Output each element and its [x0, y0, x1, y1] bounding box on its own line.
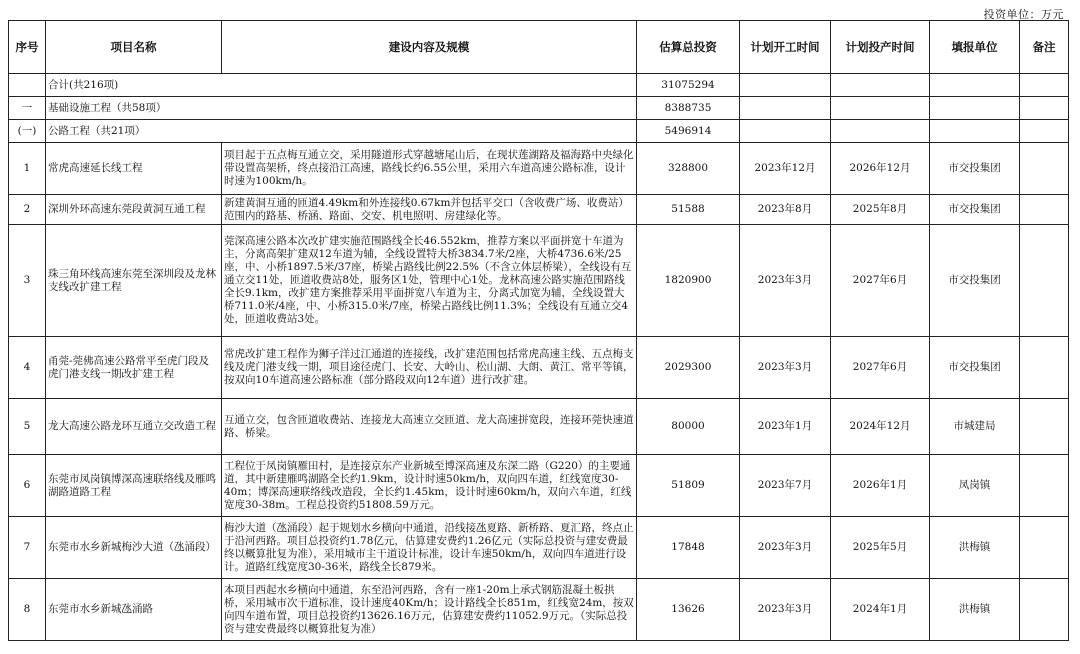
project-remark	[1020, 517, 1069, 579]
project-name: 甬莞-莞佛高速公路常平至虎门段及虎门港支线一期改扩建工程	[46, 337, 222, 399]
project-unit: 洪梅镇	[930, 517, 1020, 579]
project-production: 2025年5月	[831, 517, 930, 579]
project-production: 2027年6月	[831, 225, 930, 337]
project-investment: 328800	[637, 143, 740, 195]
project-start: 2023年3月	[740, 517, 831, 579]
summary-index: (一)	[9, 120, 46, 143]
summary-row-total	[9, 74, 1069, 97]
project-investment: 51809	[637, 455, 740, 517]
table-row	[9, 225, 1069, 337]
project-remark	[1020, 195, 1069, 225]
project-content: 莞深高速公路本次改扩建实施范围路线全长46.552km，推荐方案以平面拼宽十车道为主，分离高架扩建双12车道为辅，全线设置特大桥3834.7米/2座，大桥4736.6米/25座，中、小桥1897.5米/37座，桥梁占路线比例22.5%（不含立体层桥梁），全线设有互通立交11处，匝道收费站8处，服务区1处，管理中心1处。龙林高速公路实施范围路线全长9.1km，改扩建方案推荐采用平面拼宽八车道为主，分离式加宽为辅，全线设置大桥711.0米/4座，中、小桥315.0米/7座，桥梁占路线比例11.3%；全线设有互通立交4处，匝道收费站3处。	[222, 225, 637, 337]
summary-label: 基础设施工程（共58项）	[46, 97, 637, 120]
table-row	[9, 143, 1069, 195]
project-remark	[1020, 455, 1069, 517]
header-investment: 估算总投资	[637, 21, 740, 74]
summary-row-infrastructure	[9, 97, 1069, 120]
project-name: 常虎高速延长线工程	[46, 143, 222, 195]
project-start: 2023年7月	[740, 455, 831, 517]
project-production: 2025年8月	[831, 195, 930, 225]
project-unit: 市交投集团	[930, 195, 1020, 225]
project-start: 2023年12月	[740, 143, 831, 195]
project-content: 互通立交，包含匝道收费站、连接龙大高速立交匝道、龙大高速拼宽段，连接环莞快速道路、桥梁。	[222, 399, 637, 455]
project-unit: 洪梅镇	[930, 579, 1020, 641]
header-name: 项目名称	[46, 21, 222, 74]
project-content: 本项目西起水乡横向中通道，东至沿河西路，含有一座1-20m上承式钢筋混凝土板拱桥，采用城市次干道标准，设计速度40Km/h；设计路线全长851m，红线宽24m，按双向四车道布置，项目总投资约13626.16万元，估算建安费约11052.9万元。（实际总投资与建安费最终以概算批复为准）	[222, 579, 637, 641]
header-content: 建设内容及规模	[222, 21, 637, 74]
project-index: 8	[9, 579, 46, 641]
project-start: 2023年3月	[740, 225, 831, 337]
project-name: 东莞市凤岗镇博深高速联络线及雁鸣湖路道路工程	[46, 455, 222, 517]
header-remark: 备注	[1020, 21, 1069, 74]
project-content: 梅沙大道（氹涌段）起于规划水乡横向中通道，沿线接氹夏路、新桥路、夏汇路，终点止于沿河西路。项目总投资约1.78亿元，估算建安费约1.26亿元（实际总投资与建安费最终以概算批复为准），采用城市主干道设计标准，设计车速50km/h，双向四车道进行设计。道路红线宽度30-36米，路线全长879米。	[222, 517, 637, 579]
project-remark	[1020, 143, 1069, 195]
project-remark	[1020, 579, 1069, 641]
project-index: 4	[9, 337, 46, 399]
project-production: 2024年1月	[831, 579, 930, 641]
project-start: 2023年3月	[740, 337, 831, 399]
project-name: 珠三角环线高速东莞至深圳段及龙林支线改扩建工程	[46, 225, 222, 337]
project-index: 5	[9, 399, 46, 455]
project-unit: 市城建局	[930, 399, 1020, 455]
project-name: 东莞市水乡新城氹涌路	[46, 579, 222, 641]
project-name: 龙大高速公路龙环互通立交改造工程	[46, 399, 222, 455]
project-name: 深圳外环高速东莞段黄洞互通工程	[46, 195, 222, 225]
table-row	[9, 579, 1069, 641]
project-investment: 80000	[637, 399, 740, 455]
project-unit: 凤岗镇	[930, 455, 1020, 517]
project-investment: 2029300	[637, 337, 740, 399]
header-start: 计划开工时间	[740, 21, 831, 74]
project-content: 常虎改扩建工程作为狮子洋过江通道的连接线，改扩建范围包括常虎高速主线、五点梅支线及虎门港支线一期，项目途径虎门、长安、大岭山、松山湖、大朗、黄江、常平等镇，按双向10车道高速公路标准（部分路段双向12车道）进行改扩建。	[222, 337, 637, 399]
summary-label: 公路工程（共21项）	[46, 120, 637, 143]
summary-investment: 31075294	[637, 74, 740, 97]
project-index: 1	[9, 143, 46, 195]
project-remark	[1020, 399, 1069, 455]
table-row	[9, 337, 1069, 399]
project-index: 2	[9, 195, 46, 225]
project-index: 3	[9, 225, 46, 337]
project-production: 2027年6月	[831, 337, 930, 399]
project-remark	[1020, 337, 1069, 399]
project-index: 6	[9, 455, 46, 517]
unit-note: 投资单位：万元	[983, 8, 1064, 21]
project-production: 2026年1月	[831, 455, 930, 517]
project-index: 7	[9, 517, 46, 579]
project-investment: 1820900	[637, 225, 740, 337]
project-production: 2024年12月	[831, 399, 930, 455]
summary-index: 一	[9, 97, 46, 120]
summary-label: 合计(共216项)	[46, 74, 637, 97]
header-production: 计划投产时间	[831, 21, 930, 74]
project-investment: 13626	[637, 579, 740, 641]
header-unit: 填报单位	[930, 21, 1020, 74]
table-row	[9, 399, 1069, 455]
header-index: 序号	[9, 21, 46, 74]
project-content: 工程位于凤岗镇雁田村，是连接京东产业新城至博深高速及东深二路（G220）的主要通道，其中新建雁鸣湖路全长约1.9km，设计时速50km/h，双向四车道，红线宽度30-40m；博深高速联络线改造段，全长约1.45km，设计时速60km/h，双向六车道，红线宽度30-38m。工程总投资约51808.59万元。	[222, 455, 637, 517]
summary-row-highway	[9, 120, 1069, 143]
project-unit: 市交投集团	[930, 143, 1020, 195]
summary-investment: 8388735	[637, 97, 740, 120]
project-table	[8, 20, 1069, 641]
table-row	[9, 517, 1069, 579]
project-investment: 17848	[637, 517, 740, 579]
table-row	[9, 455, 1069, 517]
project-investment: 51588	[637, 195, 740, 225]
project-name: 东莞市水乡新城梅沙大道（氹涌段）	[46, 517, 222, 579]
project-start: 2023年8月	[740, 195, 831, 225]
table-row	[9, 195, 1069, 225]
project-production: 2026年12月	[831, 143, 930, 195]
project-unit: 市交投集团	[930, 337, 1020, 399]
project-start: 2023年1月	[740, 399, 831, 455]
project-content: 项目起于五点梅互通立交，采用隧道形式穿越塘尾山后，在现状莲湖路及福海路中央绿化带设置高架桥，终点接沿江高速，路线长约6.55公里，采用六车道高速公路标准，设计时速为100km/h。	[222, 143, 637, 195]
summary-investment: 5496914	[637, 120, 740, 143]
project-content: 新建黄洞互通的匝道4.49km和外连接线0.67km并包括平交口（含收费广场、收费站）范围内的路基、桥涵、路面、交安、机电照明、房建绿化等。	[222, 195, 637, 225]
project-unit: 市交投集团	[930, 225, 1020, 337]
project-remark	[1020, 225, 1069, 337]
summary-index	[9, 74, 46, 97]
project-start: 2023年3月	[740, 579, 831, 641]
header-row	[9, 21, 1069, 74]
